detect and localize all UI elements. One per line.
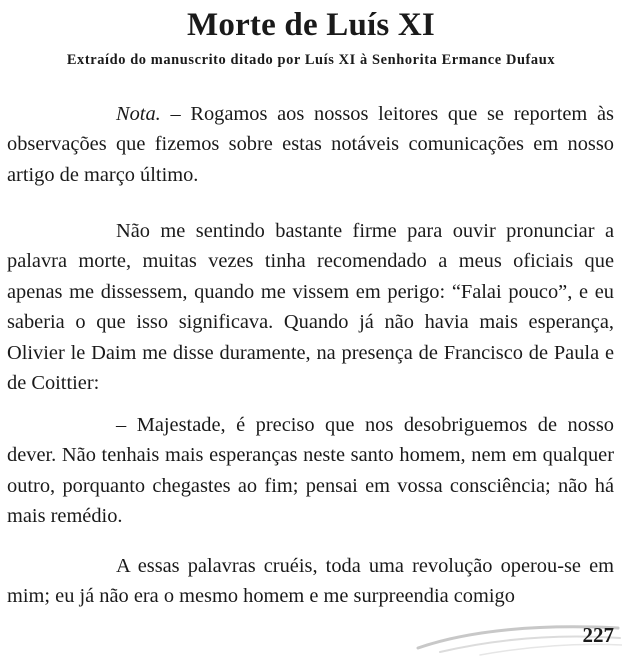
note-text: – Rogamos aos nossos leitores que se reportem às observações que fizemos sobre estas notáveis comunicações em nosso artigo de março último. <box>7 103 614 186</box>
paragraph-3 <box>7 410 614 532</box>
note-paragraph <box>7 99 614 190</box>
paragraph-4 <box>7 551 614 612</box>
page-subtitle: Extraído do manuscrito ditado por Luís XI à Senhorita Ermance Dufaux <box>66 52 556 68</box>
note-label: Nota. <box>116 103 161 125</box>
page-number: 227 <box>582 623 614 647</box>
paragraph-2 <box>7 216 614 398</box>
page-title: Morte de Luís XI <box>187 7 435 43</box>
paragraph-4-text: A essas palavras cruéis, toda uma revolução operou-se em mim; eu já não era o mesmo homem e me surpreendia comigo <box>7 555 614 608</box>
paragraph-2-text: Não me sentindo bastante firme para ouvir pronunciar a palavra morte, muitas vezes tinha recomendado a meus oficiais que apenas me dissessem, quando me vissem em perigo: “Falai pouco”, e eu saberia o que isso significava. Quando já não havia mais esperança, Olivier le Daim me disse duramente, na presença de Francisco de Paula e de Coittier: <box>7 220 614 395</box>
paragraph-3-text: – Majestade, é preciso que nos desobriguemos de nosso dever. Não tenhais mais esperanças neste santo homem, nem em qualquer outro, porquanto chegastes ao fim; pensai em vossa consciência; não há mais remédio. <box>7 414 614 528</box>
